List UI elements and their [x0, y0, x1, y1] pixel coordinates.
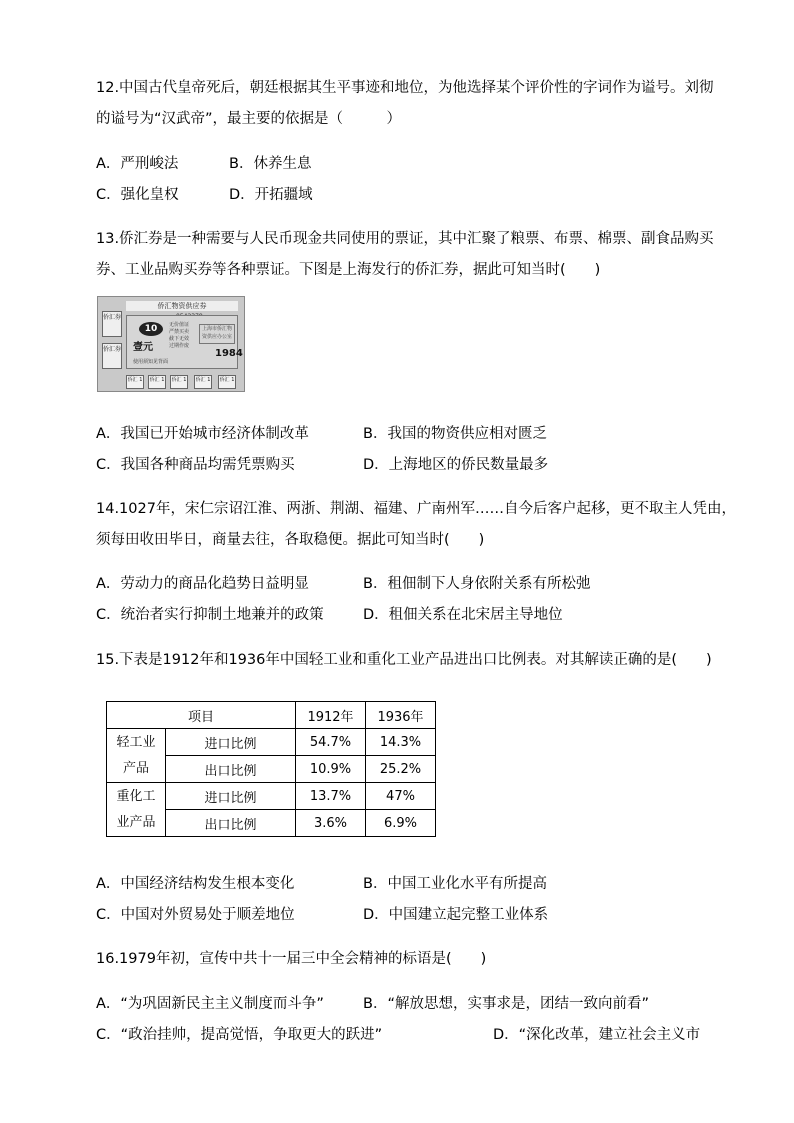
table-cell-value: 10.9% — [296, 756, 366, 783]
voucher-stub-bottom: 侨汇券 — [102, 343, 122, 369]
table-cell-label: 出口比例 — [166, 756, 296, 783]
table-group-heavy-chemical-industry — [107, 783, 166, 837]
table-row — [107, 729, 436, 756]
q13-option-c: C．我国各种商品均需凭票购买 — [96, 457, 295, 473]
q13-option-a: A．我国已开始城市经济体制改革 — [96, 426, 309, 442]
voucher-issue-note: 使用须知见背面 — [133, 359, 169, 365]
q14-stem-line1: 14.1027年，宋仁宗诏江淮、两浙、荆湖、福建、广南州军……自今后客户起移，更不取主人凭由， — [96, 501, 736, 517]
voucher-coupon: 侨汇 1 — [170, 375, 188, 389]
table-cell-value: 6.9% — [366, 810, 436, 837]
q16-stem-line1: 16.1979年初，宣传中共十一届三中全会精神的标语是( ) — [96, 951, 487, 967]
q16-option-d: D．“深化改革，建立社会主义市 — [493, 1027, 701, 1043]
q15-option-a: A．中国经济结构发生根本变化 — [96, 876, 295, 892]
q14-stem-line2: 须每田收田毕日，商量去往，各取稳便。据此可知当时( ) — [96, 532, 485, 548]
group-label-line: 业产品 — [116, 814, 156, 830]
q15-option-c: C．中国对外贸易处于顺差地位 — [96, 907, 295, 923]
overseas-remittance-voucher-image — [97, 296, 245, 392]
q12-stem-line2: 的谥号为“汉武帝”，最主要的依据是（ ） — [96, 111, 402, 127]
voucher-year: 1984 — [215, 348, 243, 359]
q16-option-b: B．“解放思想，实事求是，团结一致向前看” — [363, 996, 649, 1012]
table-cell-value: 13.7% — [296, 783, 366, 810]
table-cell-value: 25.2% — [366, 756, 436, 783]
q12-stem-line1: 12.中国古代皇帝死后，朝廷根据其生平事迹和地位，为他选择某个评价性的字词作为谥号。刘彻 — [96, 80, 714, 96]
voucher-seal: 上海市侨汇物资供应办公室 — [199, 324, 235, 344]
q12-option-a: A．严刑峻法 — [96, 156, 179, 172]
q14-option-d: D．租佃关系在北宋居主导地位 — [363, 607, 563, 623]
voucher-note: 无价值证 严禁买卖 截下无效 过期作废 — [169, 322, 190, 349]
voucher-name: 壹元 — [133, 342, 153, 353]
q16-option-a: A．“为巩固新民主主义制度而斗争” — [96, 996, 324, 1012]
group-label-line: 重化工 — [116, 788, 156, 804]
q12-option-c: C．强化皇权 — [96, 187, 179, 203]
q13-stem-line2: 券、工业品购买券等各种票证。下图是上海发行的侨汇券，据此可知当时( ) — [96, 262, 601, 278]
q14-option-b: B．租佃制下人身依附关系有所松弛 — [363, 576, 591, 592]
voucher-main-panel — [126, 315, 243, 369]
voucher-coupon: 侨汇 1 — [218, 375, 236, 389]
q15-option-b: B．中国工业化水平有所提高 — [363, 876, 547, 892]
table-cell-value: 14.3% — [366, 729, 436, 756]
group-label-line: 轻工业 — [116, 734, 156, 750]
table-cell-value: 47% — [366, 783, 436, 810]
q14-option-c: C．统治者实行抑制土地兼并的政策 — [96, 607, 324, 623]
q15-stem-line1: 15.下表是1912年和1936年中国轻工业和重化工业产品进出口比例表。对其解读正确的是( ) — [96, 652, 712, 668]
voucher-coupon: 侨汇 1 — [194, 375, 212, 389]
voucher-coupon: 侨汇 1 — [148, 375, 166, 389]
q12-option-b: B．休养生息 — [229, 156, 312, 172]
table-header-1936: 1936年 — [366, 702, 436, 729]
table-cell-value: 3.6% — [296, 810, 366, 837]
q12-option-d: D．开拓疆域 — [229, 187, 313, 203]
table-cell-value: 54.7% — [296, 729, 366, 756]
group-label-line: 产品 — [122, 760, 149, 776]
voucher-coupon: 侨汇 1 — [126, 375, 144, 389]
q16-option-c: C．“政治挂帅，提高觉悟，争取更大的跃进” — [96, 1027, 383, 1043]
table-header-item: 项目 — [107, 702, 296, 729]
table-header-row — [107, 702, 436, 729]
q13-option-b: B．我国的物资供应相对匮乏 — [363, 426, 547, 442]
q13-option-d: D．上海地区的侨民数量最多 — [363, 457, 549, 473]
voucher-value: 10 — [139, 322, 163, 336]
table-header-1912: 1912年 — [296, 702, 366, 729]
table-cell-label: 进口比例 — [166, 783, 296, 810]
import-export-ratio-table — [106, 701, 436, 837]
voucher-header: 侨汇物资供应券 — [126, 301, 238, 311]
q14-option-a: A．劳动力的商品化趋势日益明显 — [96, 576, 309, 592]
table-cell-label: 出口比例 — [166, 810, 296, 837]
q13-stem-line1: 13.侨汇券是一种需要与人民币现金共同使用的票证，其中汇聚了粮票、布票、棉票、副食品购买 — [96, 231, 714, 247]
table-row — [107, 783, 436, 810]
table-cell-label: 进口比例 — [166, 729, 296, 756]
voucher-stub-top: 侨汇券 — [102, 311, 122, 337]
table-group-light-industry — [107, 729, 166, 783]
q15-option-d: D．中国建立起完整工业体系 — [363, 907, 549, 923]
